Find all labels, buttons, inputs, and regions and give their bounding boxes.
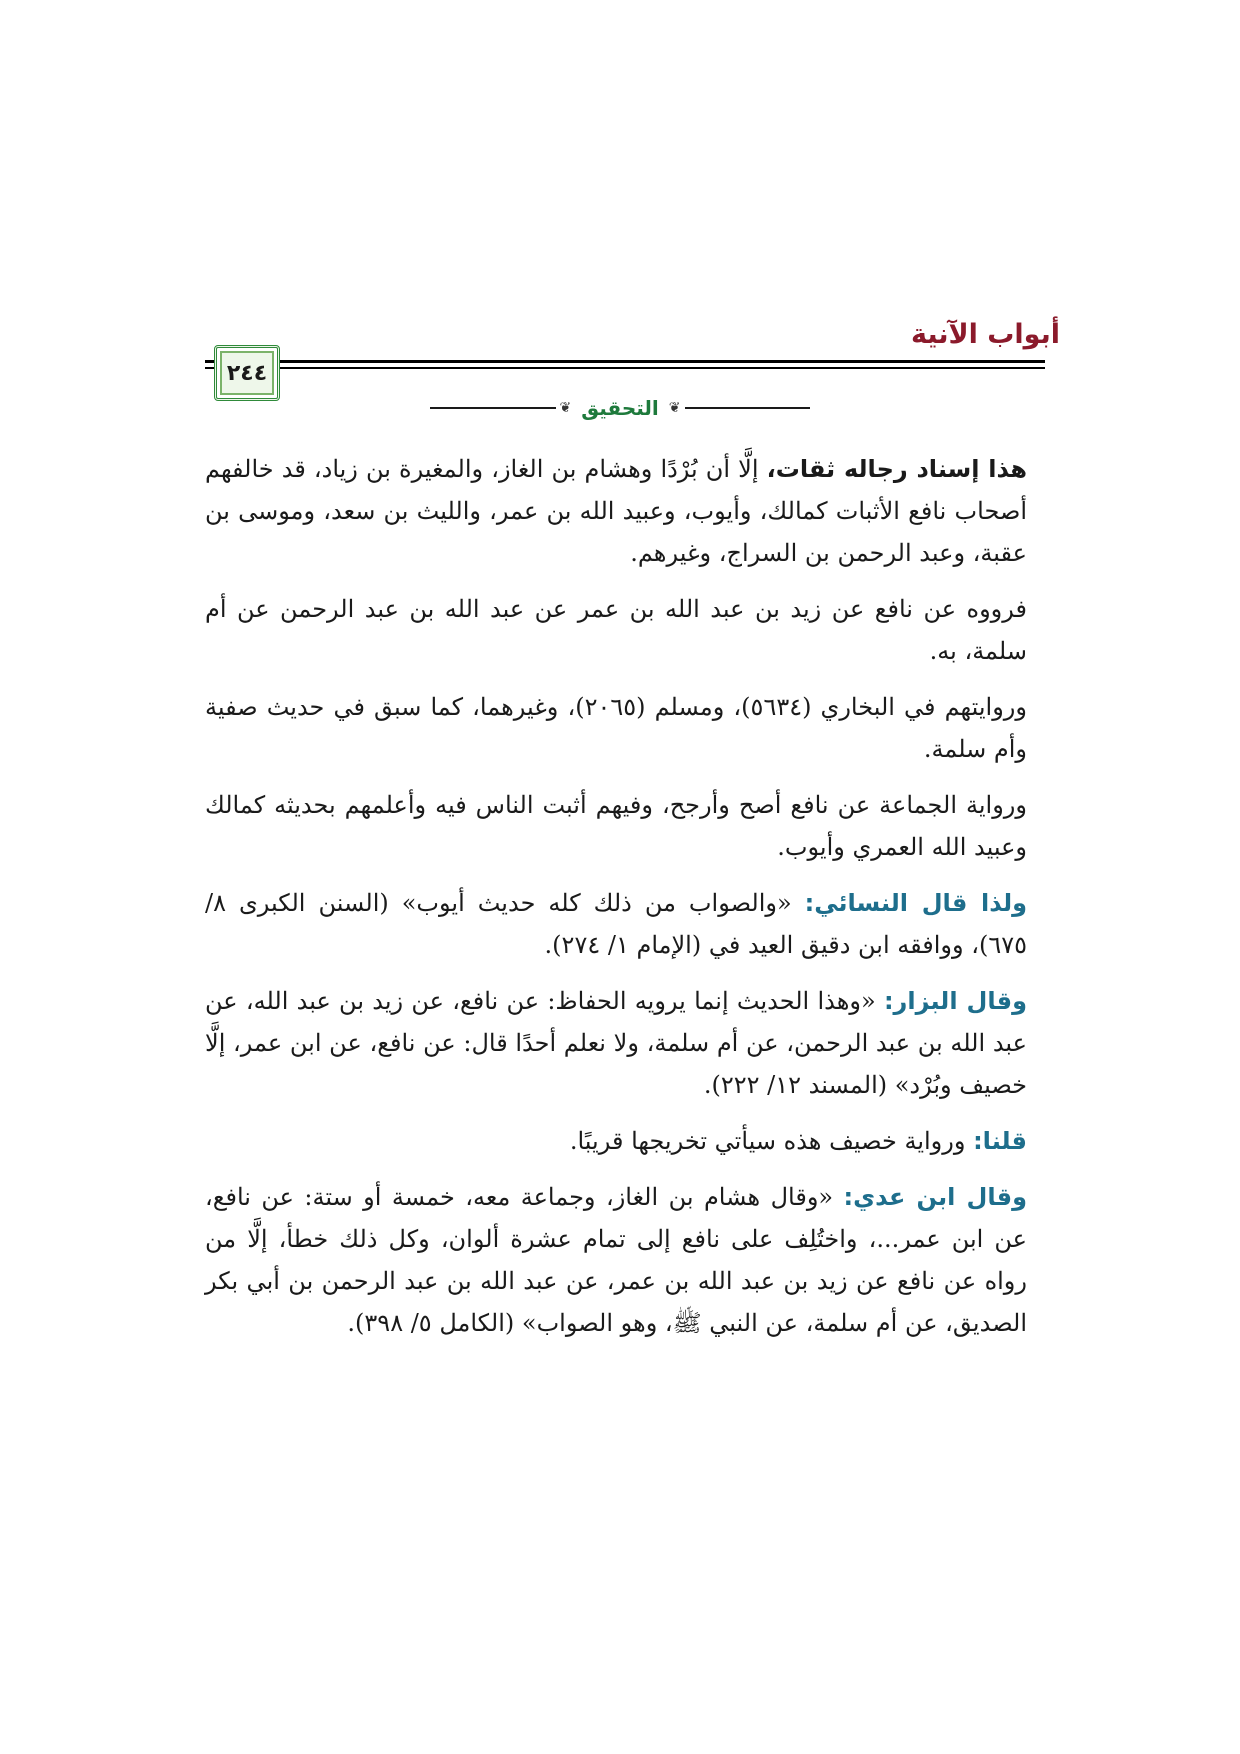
paragraph <box>205 448 1027 574</box>
paragraph-text: «والصواب من ذلك كله حديث أيوب» (السنن الكبرى ٨/ ٦٧٥)، ووافقه ابن دقيق العيد في (الإمام ١/ ٢٧٤). <box>205 889 1027 959</box>
paragraph <box>205 882 1027 966</box>
heading-rule <box>430 407 556 409</box>
page-number-frame-icon <box>214 345 280 401</box>
page-number-badge <box>205 344 289 402</box>
paragraph-text: ورواية خصيف هذه سيأتي تخريجها قريبًا. <box>569 1127 974 1155</box>
paragraph-lead: وقال ابن عدي: <box>843 1183 1028 1211</box>
page-number: ٢٤٤ <box>226 360 268 386</box>
paragraph <box>205 784 1027 868</box>
paragraph <box>205 588 1027 672</box>
paragraph-lead: وقال البزار: <box>883 987 1027 1015</box>
header-rule <box>205 367 1045 369</box>
paragraph-lead: هذا إسناد رجاله ثقات، <box>766 455 1027 483</box>
page-header <box>205 318 1060 393</box>
paragraph <box>205 980 1027 1106</box>
paragraph-text: ورواية الجماعة عن نافع أصح وأرجح، وفيهم أثبت الناس فيه وأعلمهم بحديثه كمالك وعبيد الله العمري وأيوب. <box>205 791 1027 861</box>
main-content <box>205 448 1027 1358</box>
paragraph <box>205 1176 1027 1344</box>
section-heading <box>430 393 810 423</box>
paragraph-text: وروايتهم في البخاري (٥٦٣٤)، ومسلم (٢٠٦٥)، وغيرهما، كما سبق في حديث صفية وأم سلمة. <box>205 693 1027 763</box>
paragraph-text: «وقال هشام بن الغاز، وجماعة معه، خمسة أو ستة: عن نافع، عن ابن عمر...، واختُلِف على نافع إلى تمام عشرة ألوان، وكل ذلك خطأ، إلَّا من رواه عن نافع عن زيد بن عبد الله بن عمر، عن عبد الله بن عبد الرحمن بن أبي بكر الصديق، عن أم سلمة، عن النبي ﷺ، وهو الصواب» (الكامل ٥/ ٣٩٨). <box>205 1183 1027 1337</box>
section-title: التحقيق <box>581 396 659 420</box>
header-rule <box>205 360 1045 363</box>
paragraph-text: فرووه عن نافع عن زيد بن عبد الله بن عمر عن عبد الله بن عبد الرحمن عن أم سلمة، به. <box>205 595 1027 665</box>
ornament-icon: ❦ <box>668 400 681 416</box>
paragraph-lead: قلنا: <box>973 1127 1027 1155</box>
paragraph-text: «وهذا الحديث إنما يرويه الحفاظ: عن نافع، عن زيد بن عبد الله، عن عبد الله بن عبد الرحمن، عن أم سلمة، ولا نعلم أحدًا قال: عن نافع، عن ابن عمر، إلَّا خصيف وبُرْد» (المسند ١٢/ ٢٢٢). <box>205 987 1027 1099</box>
chapter-title: أبواب الآنية <box>910 319 1060 350</box>
ornament-icon: ❦ <box>559 400 572 416</box>
paragraph <box>205 686 1027 770</box>
paragraph-text: إلَّا أن بُرْدًا وهشام بن الغاز، والمغيرة بن زياد، قد خالفهم أصحاب نافع الأثبات كمالك، وأيوب، وعبيد الله بن عمر، والليث بن سعد، وموسى بن عقبة، وعبد الرحمن بن السراج، وغيرهم. <box>205 455 1027 567</box>
heading-rule <box>685 407 811 409</box>
paragraph-lead: ولذا قال النسائي: <box>804 889 1028 917</box>
paragraph <box>205 1120 1027 1162</box>
